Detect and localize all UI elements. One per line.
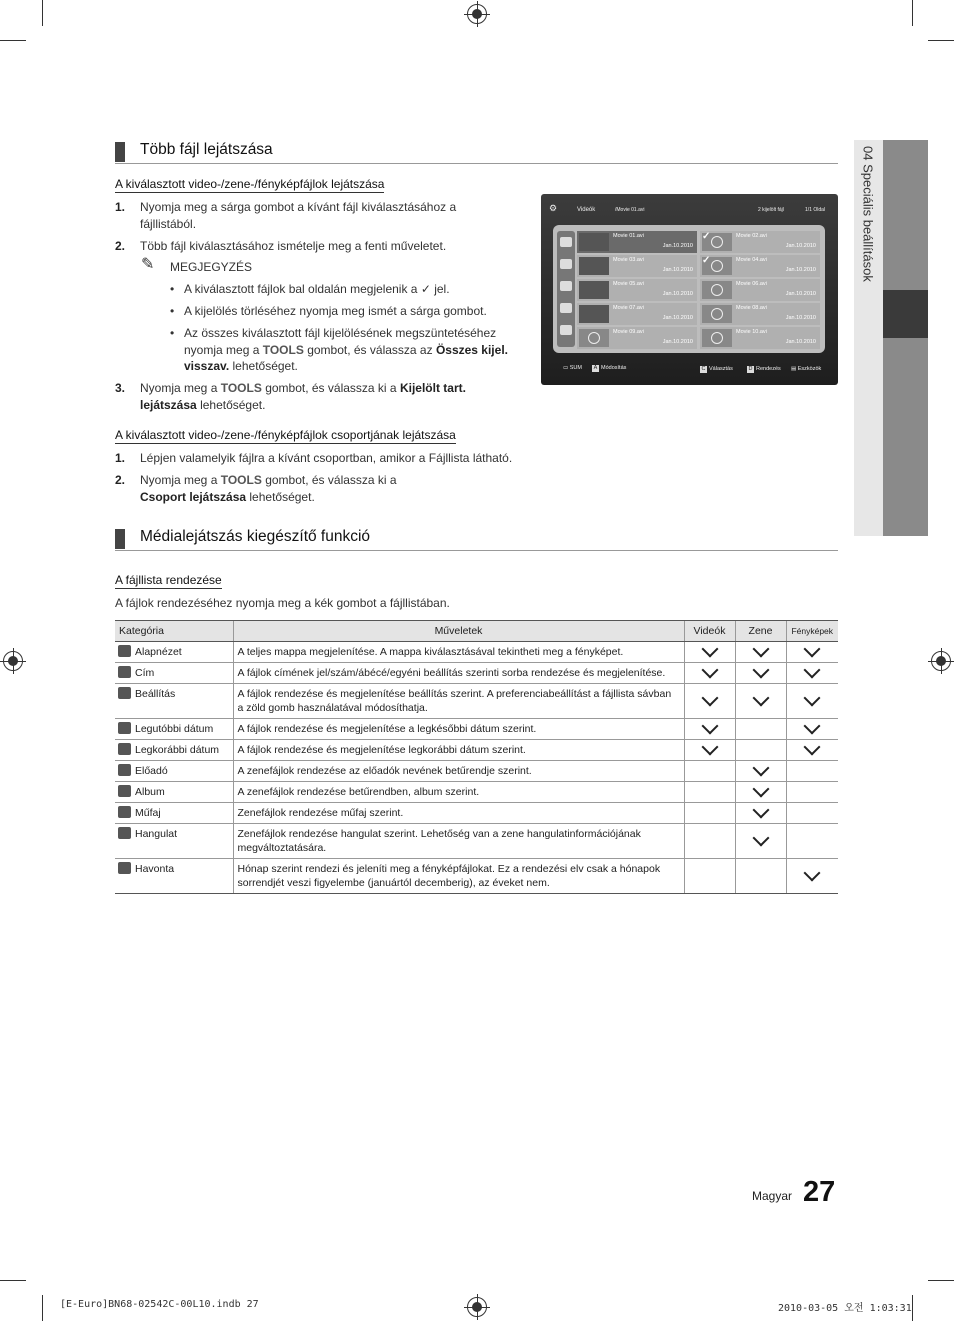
table-row — [115, 859, 838, 894]
checkmark-icon — [701, 662, 718, 679]
header-category: Kategória — [115, 621, 233, 642]
support-cell — [684, 642, 735, 663]
crop-mark — [912, 0, 913, 26]
checkmark-icon — [804, 865, 821, 882]
category-label: Hangulat — [135, 828, 178, 840]
table-row — [115, 740, 838, 761]
registration-mark-icon — [931, 651, 951, 671]
calendar-icon — [560, 303, 572, 313]
operation-cell: Hónap szerint rendezi és jeleníti meg a fényképfájlokat. Ez a rendezési elv csak a hónapok sorrendjét veszi figyelembe (januártól decemberig), az éveket nem. — [233, 859, 684, 894]
crop-mark — [42, 1295, 43, 1321]
support-cell — [786, 803, 838, 824]
film-reel-icon — [702, 329, 732, 347]
note-pencil-icon: ✎ — [141, 256, 155, 273]
category-cell — [115, 824, 233, 859]
subsection-heading: A fájllista rendezése — [115, 573, 222, 587]
checkmark-icon — [752, 760, 769, 777]
checkmark-icon — [701, 718, 718, 735]
file-name: Movie 07.avi — [613, 305, 644, 311]
video-icon: ⚙ — [549, 203, 558, 213]
category-cell — [115, 782, 233, 803]
file-name: Movie 03.avi — [613, 257, 644, 263]
support-cell — [786, 761, 838, 782]
checkmark-icon — [701, 690, 718, 707]
footer-sort[interactable]: D Rendezés — [748, 366, 781, 372]
note-label: MEGJEGYZÉS — [170, 260, 253, 274]
calendar-icon — [560, 281, 572, 291]
step-number: 3. — [115, 381, 126, 395]
mood-icon — [118, 827, 131, 839]
subsection-heading: A kiválasztott video-/zene-/fényképfájlok lejátszása — [115, 177, 385, 191]
support-cell — [735, 824, 786, 859]
section-title: Több fájl lejátszása — [140, 141, 273, 158]
usb-icon: ▭ — [563, 365, 570, 371]
support-cell — [684, 761, 735, 782]
table-row — [115, 803, 838, 824]
section-heading — [115, 141, 838, 164]
file-name: Movie 02.avi — [736, 233, 767, 239]
support-cell — [786, 684, 838, 719]
step-number: 1. — [115, 200, 126, 214]
thumbnail — [579, 257, 609, 275]
operation-cell: A fájlok címének jel/szám/ábécé/egyéni beállítás szerinti sorba rendezése és megjelenítése. — [233, 663, 684, 684]
category-label: Cím — [135, 667, 155, 679]
crop-mark — [0, 1280, 26, 1281]
operation-cell: Zenefájlok rendezése hangulat szerint. Lehetőség van a zene hangulatinformációjának megváltoztatására. — [233, 824, 684, 859]
file-item[interactable] — [700, 231, 820, 253]
file-date: Jan.10.2010 — [785, 243, 816, 249]
file-name: Movie 05.avi — [613, 281, 644, 287]
file-date: Jan.10.2010 — [785, 291, 816, 297]
screenshot-path: /Movie 01.avi — [615, 207, 645, 213]
checkmark-icon — [701, 641, 718, 658]
registration-mark-icon — [3, 651, 23, 671]
category-label: Beállítás — [135, 688, 176, 700]
step-text: Nyomja meg a TOOLS gombot, és válassza ki a Csoport lejátszása lehetőséget. — [140, 473, 397, 504]
film-reel-icon — [579, 329, 609, 347]
checkmark-icon — [804, 718, 821, 735]
category-label: Album — [135, 786, 165, 798]
category-label: Műfaj — [135, 807, 161, 819]
table-header-row — [115, 621, 838, 642]
sort-table — [115, 620, 838, 894]
category-cell — [115, 803, 233, 824]
support-cell — [684, 803, 735, 824]
tools-icon: ▤ — [791, 366, 798, 372]
category-label: Legkorábbi dátum — [135, 744, 220, 756]
category-cell — [115, 642, 233, 663]
category-label: Havonta — [135, 863, 175, 875]
print-footer-file: [E-Euro]BN68-02542C-00L10.indb 27 — [60, 1299, 259, 1310]
file-item[interactable] — [577, 279, 697, 301]
section-heading — [115, 528, 838, 551]
crop-mark — [912, 1295, 913, 1321]
print-footer-date: 2010-03-05 오전 1:03:31 — [778, 1303, 912, 1314]
checkmark-icon: ✓ — [420, 282, 431, 296]
star-icon — [560, 325, 572, 335]
checkmark-icon — [804, 739, 821, 756]
support-cell — [684, 782, 735, 803]
category-cell — [115, 859, 233, 894]
category-label: Alapnézet — [135, 646, 182, 658]
page-number: 27 — [803, 1176, 836, 1208]
step-number: 2. — [115, 473, 126, 487]
category-cell — [115, 719, 233, 740]
thumbnail — [579, 305, 609, 323]
table-row — [115, 663, 838, 684]
step-number: 1. — [115, 451, 126, 465]
side-tab-strip — [883, 140, 928, 536]
support-cell — [684, 684, 735, 719]
genre-icon — [118, 806, 131, 818]
bullet: • — [170, 282, 175, 296]
registration-mark-icon — [467, 4, 487, 24]
file-date: Jan.10.2010 — [662, 243, 693, 249]
support-cell — [735, 859, 786, 894]
header-videos: Videók — [684, 621, 735, 642]
support-cell — [786, 642, 838, 663]
file-date: Jan.10.2010 — [662, 267, 693, 273]
header-operations: Műveletek — [233, 621, 684, 642]
support-cell — [786, 663, 838, 684]
file-list-panel — [553, 225, 825, 353]
support-cell — [735, 761, 786, 782]
bullet-text: A kiválasztott fájlok bal oldalán megjelenik a ✓ jel. — [184, 282, 450, 296]
intro-text: A fájlok rendezéséhez nyomja meg a kék gombot a fájllistában. — [115, 596, 450, 610]
bullet-text: A kijelölés törléséhez nyomja meg ismét a sárga gombot. — [184, 304, 487, 318]
film-reel-icon — [702, 305, 732, 323]
file-item[interactable] — [700, 303, 820, 325]
support-cell — [735, 719, 786, 740]
checkmark-icon — [752, 641, 769, 658]
table-row — [115, 719, 838, 740]
support-cell — [786, 719, 838, 740]
page-language: Magyar — [752, 1189, 793, 1203]
checkmark-icon — [701, 739, 718, 756]
side-tab-marker — [883, 290, 928, 338]
support-cell — [684, 824, 735, 859]
category-label: Legutóbbi dátum — [135, 723, 214, 735]
operation-cell: Zenefájlok rendezése műfaj szerint. — [233, 803, 684, 824]
folder-icon — [560, 237, 572, 247]
support-cell — [786, 740, 838, 761]
table-row — [115, 684, 838, 719]
category-sidebar — [557, 231, 575, 347]
step-text: Nyomja meg a TOOLS gombot, és válassza ki a Kijelölt tart. lejátszása lehetőséget. — [140, 381, 466, 412]
operation-cell: A fájlok rendezése és megjelenítése a legkésőbbi dátum szerint. — [233, 719, 684, 740]
table-row — [115, 782, 838, 803]
step-text: Több fájl kiválasztásához ismételje meg a fenti műveletet. — [140, 239, 447, 253]
checkmark-icon — [752, 662, 769, 679]
header-photos: Fényképek — [786, 621, 838, 642]
file-name: Movie 06.avi — [736, 281, 767, 287]
support-cell — [735, 803, 786, 824]
checkmark-icon — [804, 690, 821, 707]
film-reel-icon — [702, 281, 732, 299]
thumbnail — [579, 233, 609, 251]
operation-cell: A teljes mappa megjelenítése. A mappa kiválasztásával tekintheti meg a fényképet. — [233, 642, 684, 663]
step-number: 2. — [115, 239, 126, 253]
support-cell — [735, 684, 786, 719]
support-cell — [735, 642, 786, 663]
support-cell — [735, 663, 786, 684]
registration-mark-icon — [467, 1297, 487, 1317]
checkmark-icon — [752, 690, 769, 707]
calendar-icon — [118, 722, 131, 734]
file-name: Movie 01.avi — [613, 233, 644, 239]
category-cell — [115, 663, 233, 684]
table-row — [115, 642, 838, 663]
month-icon — [118, 862, 131, 874]
support-cell — [786, 859, 838, 894]
album-icon — [118, 785, 131, 797]
calendar-icon — [118, 743, 131, 755]
category-cell — [115, 740, 233, 761]
support-cell — [684, 740, 735, 761]
section-title: Médialejátszás kiegészítő funkció — [140, 528, 371, 545]
thumbnail — [579, 281, 609, 299]
checkmark-icon — [804, 662, 821, 679]
file-name: Movie 10.avi — [736, 329, 767, 335]
checkmark-icon — [752, 781, 769, 798]
checkmark-icon — [752, 802, 769, 819]
artist-icon — [118, 764, 131, 776]
footer-sum: ▭ SUM — [563, 365, 582, 371]
operation-cell: A zenefájlok rendezése az előadók nevének betűrendje szerint. — [233, 761, 684, 782]
file-date: Jan.10.2010 — [785, 339, 816, 345]
side-tab-label: 04 Speciális beállítások — [860, 146, 876, 282]
file-item[interactable] — [700, 255, 820, 277]
file-item[interactable] — [577, 327, 697, 349]
support-cell — [684, 859, 735, 894]
footer-modify[interactable]: A Módosítás — [593, 365, 627, 371]
file-date: Jan.10.2010 — [662, 339, 693, 345]
file-item[interactable] — [577, 303, 697, 325]
operation-cell: A fájlok rendezése és megjelenítése beállítás szerint. A preferenciabeállítást a fájllista sávban a zöld gomb használatával módosíthatja. — [233, 684, 684, 719]
file-name: Movie 08.avi — [736, 305, 767, 311]
footer-select[interactable]: C Választás — [701, 366, 733, 372]
title-icon — [560, 259, 572, 269]
crop-mark — [42, 0, 43, 26]
crop-mark — [928, 40, 954, 41]
support-cell — [786, 824, 838, 859]
category-cell — [115, 684, 233, 719]
header-music: Zene — [735, 621, 786, 642]
file-date: Jan.10.2010 — [785, 267, 816, 273]
file-item[interactable] — [700, 327, 820, 349]
folder-icon — [118, 645, 131, 657]
checkmark-icon: ✓ — [702, 231, 711, 242]
operation-cell: A zenefájlok rendezése betűrendben, album szerint. — [233, 782, 684, 803]
bullet: • — [170, 304, 175, 318]
selected-count: 2 kijelölt fájl — [758, 207, 784, 213]
step-text: Nyomja meg a sárga gombot a kívánt fájl kiválasztásához a fájllistából. — [140, 200, 457, 231]
file-date: Jan.10.2010 — [662, 315, 693, 321]
page-indicator: 1/1 Oldal — [805, 207, 826, 213]
category-cell — [115, 761, 233, 782]
screenshot-title: Videók — [577, 207, 596, 213]
step-text: Lépjen valamelyik fájlra a kívánt csoportban, amikor a Fájllista látható. — [140, 451, 513, 465]
crop-mark — [0, 40, 26, 41]
file-name: Movie 09.avi — [613, 329, 644, 335]
file-item[interactable] — [577, 255, 697, 277]
file-item[interactable] — [577, 231, 697, 253]
crop-mark — [928, 1280, 954, 1281]
checkmark-icon — [752, 830, 769, 847]
star-icon — [118, 687, 131, 699]
subsection-heading: A kiválasztott video-/zene-/fényképfájlok csoportjának lejátszása — [115, 428, 456, 442]
footer-tools[interactable]: ▤ Eszközök — [791, 366, 822, 372]
operation-cell: A fájlok rendezése és megjelenítése legkorábbi dátum szerint. — [233, 740, 684, 761]
support-cell — [735, 782, 786, 803]
table-row — [115, 761, 838, 782]
file-item[interactable] — [700, 279, 820, 301]
category-label: Előadó — [135, 765, 168, 777]
file-date: Jan.10.2010 — [662, 291, 693, 297]
title-icon — [118, 666, 131, 678]
table-row — [115, 824, 838, 859]
checkmark-icon — [804, 641, 821, 658]
support-cell — [684, 663, 735, 684]
bullet-text: Az összes kiválasztott fájl kijelölésének megszüntetéséhez nyomja meg a TOOLS gombot, és válassza az Összes kijel. visszav. lehetőséget. — [184, 326, 508, 373]
checkmark-icon: ✓ — [702, 255, 711, 266]
support-cell — [735, 740, 786, 761]
file-list-screenshot — [541, 194, 838, 385]
support-cell — [684, 719, 735, 740]
file-name: Movie 04.avi — [736, 257, 767, 263]
file-date: Jan.10.2010 — [785, 315, 816, 321]
support-cell — [786, 782, 838, 803]
bullet: • — [170, 326, 175, 340]
